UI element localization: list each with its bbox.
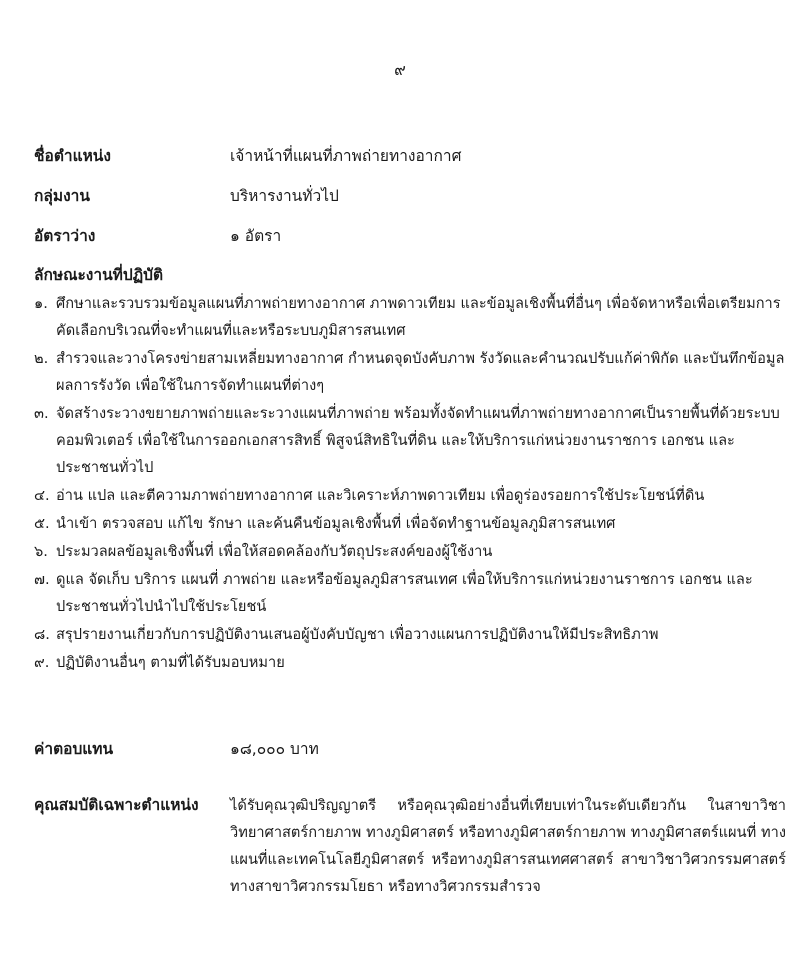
page-number: ๙ (394, 60, 406, 79)
compensation-value: ๑๘,๐๐๐ บาท (230, 740, 319, 758)
duty-item-4 (34, 482, 786, 509)
position-name-value: เจ้าหน้าที่แผนที่ภาพถ่ายทางอากาศ (230, 147, 462, 165)
duty-item-5 (34, 510, 786, 537)
duty-item-6 (34, 538, 786, 565)
duty-number: ๔. (34, 487, 50, 504)
duty-number: ๙. (34, 654, 50, 671)
duty-number: ๖. (34, 543, 48, 560)
duty-item-2 (34, 345, 786, 399)
duty-item-3 (34, 400, 786, 481)
duty-text: จัดสร้างระวางขยายภาพถ่ายและระวางแผนที่ภาพถ่าย พร้อมทั้งจัดทำแผนที่ภาพถ่ายทางอากาศเป็นรายพื้นที่ด้วยระบบคอมพิวเตอร์ เพื่อใช้ในการออกเอกสารสิทธิ์ พิสูจน์สิทธิในที่ดิน และให้บริการแก่หน่วยงานราชการ เอกชน และประชาชนทั่วไป (56, 405, 780, 476)
duty-number: ๘. (34, 626, 50, 643)
duty-text: นำเข้า ตรวจสอบ แก้ไข รักษา และค้นคืนข้อมูลเชิงพื้นที่ เพื่อจัดทำฐานข้อมูลภูมิสารสนเทศ (56, 515, 616, 532)
duty-text: ปฏิบัติงานอื่นๆ ตามที่ได้รับมอบหมาย (56, 654, 285, 671)
vacancies-label: อัตราว่าง (34, 227, 96, 245)
duty-number: ๒. (34, 350, 49, 367)
work-group-label: กลุ่มงาน (34, 187, 90, 205)
compensation-label: ค่าตอบแทน (34, 740, 114, 758)
duty-text: ประมวลผลข้อมูลเชิงพื้นที่ เพื่อให้สอดคล้องกับวัตถุประสงค์ของผู้ใช้งาน (56, 543, 493, 560)
duties-list (34, 290, 786, 677)
duty-item-8 (34, 621, 786, 648)
duty-number: ๗. (34, 571, 50, 588)
duty-text: สำรวจและวางโครงข่ายสามเหลี่ยมทางอากาศ กำหนดจุดบังคับภาพ รังวัดและคำนวณปรับแก้ค่าพิกัด และบันทึกข้อมูลผลการรังวัด เพื่อใช้ในการจัดทำแผนที่ต่างๆ (56, 350, 785, 394)
duty-text: ดูแล จัดเก็บ บริการ แผนที่ ภาพถ่าย และหรือข้อมูลภูมิสารสนเทศ เพื่อให้บริการแก่หน่วยงานราชการ เอกชน และประชาชนทั่วไปนำไปใช้ประโยชน์ (56, 571, 753, 615)
duty-item-9 (34, 649, 786, 676)
work-group-value: บริหารงานทั่วไป (230, 187, 339, 205)
qualifications-text: ได้รับคุณวุฒิปริญญาตรี หรือคุณวุฒิอย่างอื่นที่เทียบเท่าในระดับเดียวกัน ในสาขาวิชาวิทยาศาสตร์กายภาพ ทางภูมิศาสตร์ หรือทางภูมิศาสตร์กายภาพ ทางภูมิศาสตร์แผนที่ ทางแผนที่และเทคโนโลยีภูมิศาสตร์ หรือทางภูมิสารสนเทศศาสตร์ สาขาวิชาวิศวกรรมศาสตร์ ทางสาขาวิศวกรรมโยธา หรือทางวิศวกรรมสำรวจ (230, 797, 786, 895)
duty-item-7 (34, 566, 786, 620)
duty-text: อ่าน แปล และตีความภาพถ่ายทางอากาศ และวิเคราะห์ภาพดาวเทียม เพื่อดูร่องรอยการใช้ประโยชน์ที่ดิน (56, 487, 705, 504)
duty-number: ๓. (34, 405, 49, 422)
duty-item-1 (34, 290, 786, 344)
position-name-label: ชื่อตำแหน่ง (34, 147, 111, 165)
duty-number: ๕. (34, 515, 50, 532)
duty-text: สรุปรายงานเกี่ยวกับการปฏิบัติงานเสนอผู้บังคับบัญชา เพื่อวางแผนการปฏิบัติงานให้มีประสิทธิภาพ (56, 626, 659, 643)
vacancies-value: ๑ อัตรา (230, 227, 282, 245)
duty-number: ๑. (34, 295, 48, 312)
duty-text: ศึกษาและรวบรวมข้อมูลแผนที่ภาพถ่ายทางอากาศ ภาพดาวเทียม และข้อมูลเชิงพื้นที่อื่นๆ เพื่อจัดหาหรือเพื่อเตรียมการคัดเลือกบริเวณที่จะทำแผนที่และหรือระบบภูมิสารสนเทศ (56, 295, 781, 339)
duties-heading: ลักษณะงานที่ปฏิบัติ (34, 266, 164, 284)
qualifications-label: คุณสมบัติเฉพาะตำแหน่ง (34, 796, 199, 814)
